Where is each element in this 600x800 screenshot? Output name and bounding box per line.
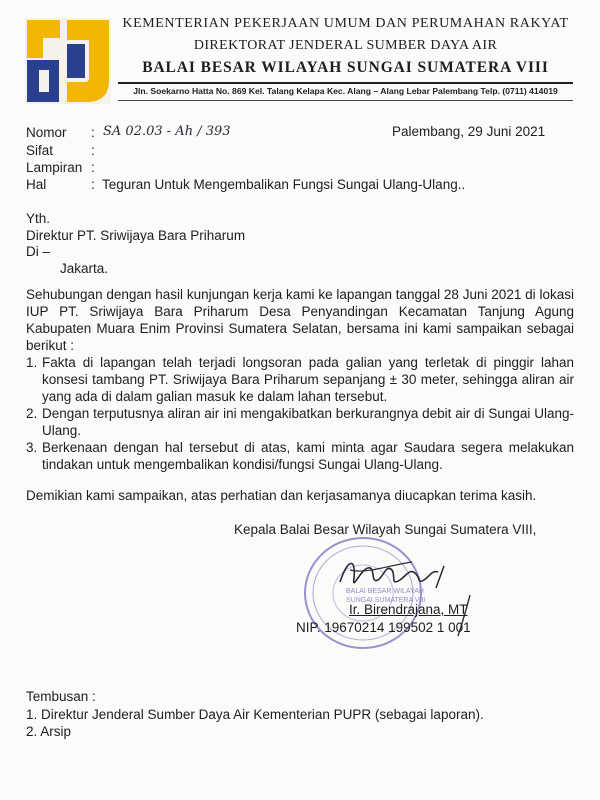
point-text: Dengan terputusnya aliran air ini mengakibatkan berkurangnya debit air di Sungai Ulang-Ulang. — [42, 406, 574, 438]
sifat-label: Sifat — [26, 143, 54, 158]
list-item — [26, 354, 574, 405]
list-item — [26, 439, 574, 473]
salutation: Yth. — [26, 211, 51, 226]
signer-nip: NIP. 19670214 199502 1 001 — [296, 620, 471, 635]
point-text: Berkenaan dengan hal tersebut di atas, kami minta agar Saudara segera melakukan tindakan untuk mengembalikan kondisi/fungsi Sungai Ulang-Ulang. — [42, 440, 574, 472]
recipient-di: Di – — [26, 244, 51, 259]
place-date: Palembang, 29 Juni 2021 — [392, 124, 546, 139]
office-address: Jln. Soekarno Hatta No. 869 Kel. Talang Kelapa Kec. Alang – Alang Lebar Palembang Telp. (0711) 414019 — [133, 86, 558, 96]
lampiran-colon: : — [91, 160, 95, 175]
list-item — [26, 405, 574, 439]
tembusan-item: 2. Arsip — [26, 724, 72, 739]
point-text: Fakta di lapangan telah terjadi longsoran pada galian yang terletak di pinggir lahan konsesi tambang PT. Sriwijaya Bara Priharum sepanjang ± 30 meter, sehingga aliran air yang ada di dalam galian masuk ke dalam lahan tersebut. — [42, 355, 574, 404]
body-intro: Sehubungan dengan hasil kunjungan kerja kami ke lapangan tanggal 28 Juni 2021 di lokasi IUP PT. Sriwijaya Bara Priharum Desa Penyandingan Kecamatan Tanjung Agung Kabupaten Muara Enim Provinsi Sumatera Selatan, bersama ini kami sampaikan sebagai berikut : — [26, 287, 574, 353]
stamp-text-2: SUNGAI SUMATERA VIII — [346, 597, 426, 604]
letterhead-rule-bottom — [118, 100, 573, 101]
recipient-city: Jakarta. — [60, 261, 109, 276]
tembusan-title: Tembusan : — [26, 689, 96, 704]
stamp-text-1: BALAI BESAR WILAYAH — [346, 588, 424, 595]
sifat-colon: : — [91, 143, 95, 158]
point-number: 1. — [26, 355, 38, 370]
office-name: BALAI BESAR WILAYAH SUNGAI SUMATERA VIII — [142, 59, 549, 76]
nomor-colon: : — [91, 125, 95, 140]
points-list — [26, 354, 574, 473]
lampiran-label: Lampiran — [26, 160, 83, 175]
tembusan-item: 1. Direktur Jenderal Sumber Daya Air Kementerian PUPR (sebagai laporan). — [26, 707, 484, 722]
hal-label: Hal — [26, 177, 47, 192]
letterhead — [118, 13, 573, 79]
nomor-value: SA 02.03 - Ah / 393 — [103, 124, 231, 139]
hal-value: Teguran Untuk Mengembalikan Fungsi Sungai Ulang-Ulang.. — [102, 177, 466, 192]
signer-name: Ir. Birendrajana, MT — [349, 602, 468, 617]
nomor-label: Nomor — [26, 125, 67, 140]
point-number: 3. — [26, 440, 38, 455]
signer-position: Kepala Balai Besar Wilayah Sungai Sumatera VIII, — [234, 522, 537, 537]
pupr-logo-icon — [25, 18, 111, 104]
hal-colon: : — [91, 177, 95, 192]
point-number: 2. — [26, 406, 38, 421]
closing-sentence: Demikian kami sampaikan, atas perhatian dan kerjasamanya diucapkan terima kasih. — [26, 488, 537, 503]
ministry-name: KEMENTERIAN PEKERJAAN UMUM DAN PERUMAHAN RAKYAT — [122, 16, 569, 31]
letterhead-rule — [118, 82, 573, 84]
directorate-name: DIREKTORAT JENDERAL SUMBER DAYA AIR — [193, 38, 498, 53]
recipient-name: Direktur PT. Sriwijaya Bara Priharum — [26, 228, 246, 243]
